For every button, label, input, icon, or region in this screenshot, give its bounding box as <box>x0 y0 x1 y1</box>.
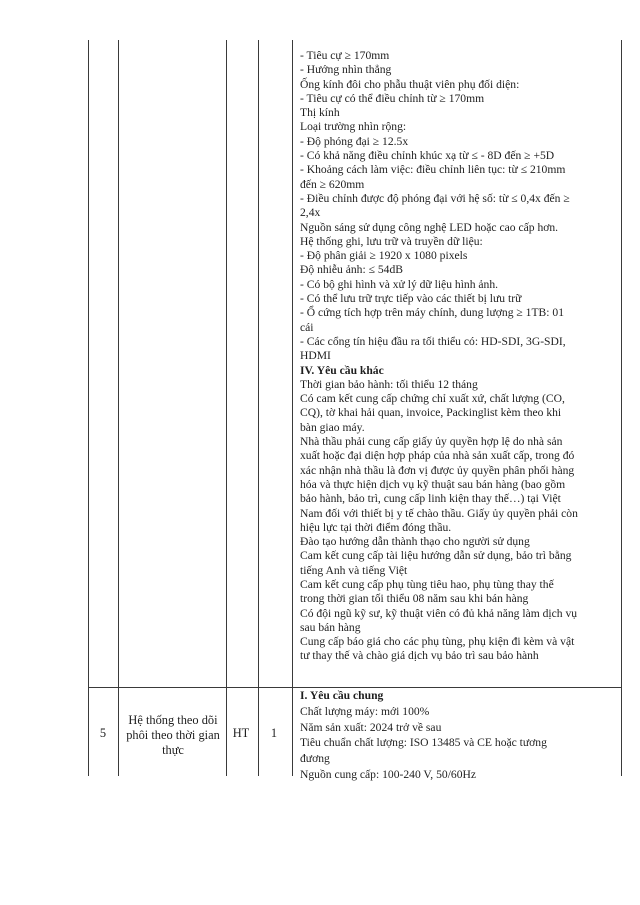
spec-line: sau bán hàng <box>300 620 361 634</box>
spec-line: - Có khả năng điều chỉnh khúc xạ từ ≤ - 8D đến ≥ +5D <box>300 149 555 163</box>
spec-line: Thời gian bảo hành: tối thiểu 12 tháng <box>300 377 478 391</box>
spec-line: trong thời gian tối thiểu 08 năm sau khi bán hàng <box>300 592 529 606</box>
row5-stt: 5 <box>99 726 107 740</box>
spec-line: Nhà thầu phải cung cấp giấy ủy quyền hợp lệ do nhà sản <box>300 435 563 449</box>
spec-line: cái <box>300 320 314 334</box>
row5-specification <box>300 688 618 783</box>
spec-line: Nguồn cung cấp: 100-240 V, 50/60Hz <box>300 767 477 781</box>
spec-line: Có đội ngũ kỹ sư, kỹ thuật viên có đủ khả năng làm dịch vụ <box>300 606 578 620</box>
spec-line: Có cam kết cung cấp chứng chỉ xuất xứ, chất lượng (CO, <box>300 392 565 406</box>
spec-line: xác nhận nhà thầu là đơn vị được ủy quyền phân phối hàng <box>300 463 575 477</box>
table-border-col3 <box>258 40 259 776</box>
spec-line: - Khoảng cách làm việc: điều chỉnh liên tục: từ ≤ 210mm <box>300 163 566 177</box>
spec-line: HDMI <box>300 349 331 363</box>
spec-line: I. Yêu cầu chung <box>300 689 384 702</box>
row4-specification <box>300 49 618 664</box>
spec-line: Chất lượng máy: mới 100% <box>300 704 430 718</box>
spec-line: Loại trường nhìn rộng: <box>300 120 407 134</box>
spec-line: Độ nhiễu ảnh: ≤ 54dB <box>300 263 403 277</box>
spec-line: Nguồn sáng sử dụng công nghệ LED hoặc cao cấp hơn. <box>300 220 559 234</box>
spec-line: đến ≥ 620mm <box>300 177 365 191</box>
spec-line: Đào tạo hướng dẫn thành thạo cho người sử dụng <box>300 535 530 549</box>
spec-line: Hệ thống ghi, lưu trữ và truyền dữ liệu: <box>300 234 483 248</box>
row5-unit: HT <box>232 726 250 740</box>
row5-item-name: Hệ thống theo dõi phôi theo thời gian thực <box>126 713 220 757</box>
spec-line: CQ), tờ khai hải quan, invoice, Packinglist kèm theo khi <box>300 406 562 420</box>
table-border-col1 <box>118 40 119 776</box>
spec-line: 2,4x <box>300 206 321 220</box>
spec-line: Cung cấp báo giá cho các phụ tùng, phụ kiện đi kèm và vật <box>300 635 575 649</box>
spec-line: - Độ phóng đại ≥ 12.5x <box>300 134 409 148</box>
spec-line: - Tiêu cự ≥ 170mm <box>300 49 390 62</box>
spec-line: tư thay thế và chào giá dịch vụ bảo trì sau bảo hành <box>300 649 539 663</box>
spec-line: tiếng Anh và tiếng Việt <box>300 563 408 577</box>
spec-line: đương <box>300 752 330 766</box>
spec-line: - Hướng nhìn thẳng <box>300 63 392 77</box>
spec-line: Cam kết cung cấp tài liệu hướng dẫn sử dụng, bảo trì bằng <box>300 549 572 563</box>
spec-line: - Điều chỉnh được độ phóng đại với hệ số: từ ≤ 0,4x đến ≥ <box>300 191 570 205</box>
spec-line: bảo hành, bảo trì, cung cấp linh kiện thay thế…) tại Việt <box>300 492 561 506</box>
spec-line: - Các cổng tín hiệu đầu ra tối thiểu có: HD-SDI, 3G-SDI, <box>300 334 566 348</box>
spec-line: - Có thể lưu trữ trực tiếp vào các thiết bị lưu trữ <box>300 292 522 306</box>
spec-line: - Độ phân giải ≥ 1920 x 1080 pixels <box>300 249 468 263</box>
spec-line: Ống kính đôi cho phẫu thuật viên phụ đối diện: <box>300 77 520 91</box>
row5-quantity: 1 <box>270 726 278 740</box>
spec-line: Nam đối với thiết bị y tế chào thầu. Giấy ủy quyền phải còn <box>300 506 578 520</box>
spec-line: hóa và thực hiện dịch vụ kỹ thuật sau bán hàng (bao gồm <box>300 477 566 491</box>
spec-line: Cam kết cung cấp phụ tùng tiêu hao, phụ tùng thay thế <box>300 577 554 591</box>
spec-line: IV. Yêu cầu khác <box>300 363 384 377</box>
table-border-col4 <box>292 40 293 776</box>
spec-line: - Tiêu cự có thể điều chỉnh từ ≥ 170mm <box>300 91 485 105</box>
table-border-left <box>88 40 89 776</box>
spec-line: Thị kính <box>300 106 340 120</box>
spec-line: bàn giao máy. <box>300 420 365 434</box>
spec-line: hiệu lực tại thời điểm đóng thầu. <box>300 520 452 534</box>
spec-line: xuất hoặc đại diện hợp pháp của nhà sản xuất cấp, trong đó <box>300 449 575 463</box>
spec-line: Năm sản xuất: 2024 trở về sau <box>300 720 442 734</box>
spec-line: Tiêu chuẩn chất lượng: ISO 13485 và CE hoặc tương <box>300 736 547 750</box>
spec-line: - Ổ cứng tích hợp trên máy chính, dung lượng ≥ 1TB: 01 <box>300 306 564 320</box>
spec-line: - Có bộ ghi hình và xử lý dữ liệu hình ảnh. <box>300 277 499 291</box>
table-border-right <box>621 40 622 776</box>
table-border-col2 <box>226 40 227 776</box>
